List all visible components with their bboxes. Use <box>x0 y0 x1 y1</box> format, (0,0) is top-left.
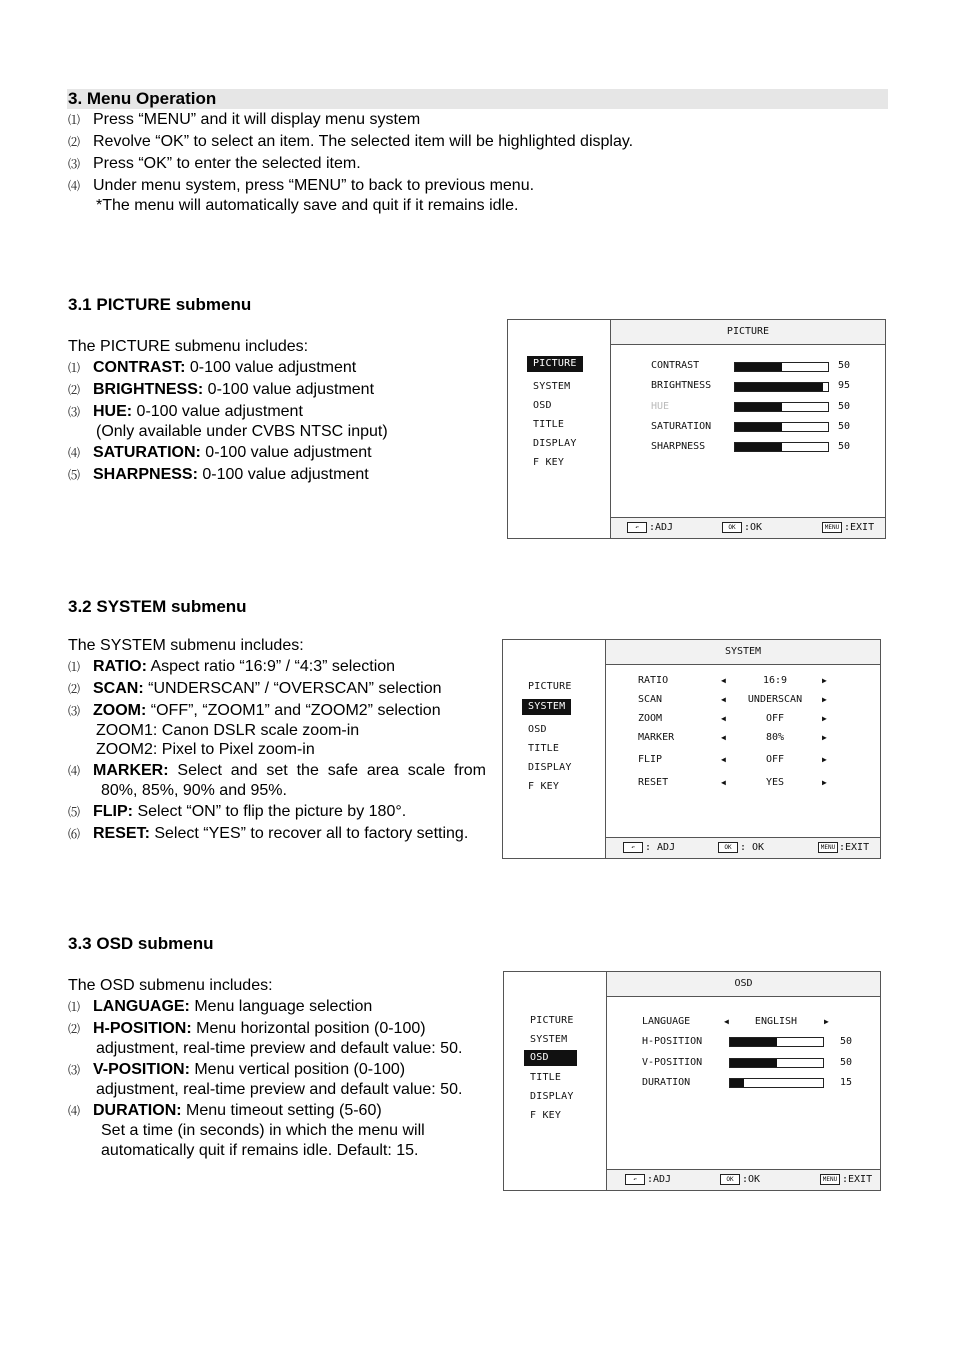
menu-footer <box>611 517 885 538</box>
row-value: 95 <box>838 380 851 391</box>
item-desc: Menu language selection <box>189 998 373 1015</box>
system-menu-screenshot <box>502 639 881 859</box>
item-number: ⑶ <box>68 405 81 419</box>
item-desc: Aspect ratio “16:9” / “4:3” selection <box>146 658 396 675</box>
item-term: BRIGHTNESS: <box>93 381 204 398</box>
row-label: HUE <box>651 401 670 412</box>
hue-bar <box>734 402 829 412</box>
left-arrow-icon: ◀ <box>724 1017 729 1026</box>
ok-key-icon: OK <box>718 842 738 853</box>
row-value: UNDERSCAN <box>747 694 803 705</box>
item-number: ⑴ <box>68 660 81 674</box>
row-value: 50 <box>838 360 851 371</box>
item-number: ⑵ <box>68 1022 81 1036</box>
left-arrow-icon: ◀ <box>721 676 726 685</box>
osd-intro: The OSD submenu includes: <box>68 977 273 994</box>
system-heading: 3.2 SYSTEM submenu <box>68 597 247 616</box>
row-label: MARKER <box>638 732 675 743</box>
item-number: ⑸ <box>68 805 81 819</box>
step-number: ⑴ <box>68 113 81 127</box>
language-item <box>93 997 372 1017</box>
menu-nav-panel <box>503 640 606 858</box>
contrast-item <box>93 358 356 378</box>
left-arrow-icon: ◀ <box>721 733 726 742</box>
menu-title: OSD <box>607 972 880 997</box>
reset-item <box>93 824 468 844</box>
item-term: H-POSITION: <box>93 1020 192 1037</box>
right-arrow-icon: ▶ <box>822 714 827 723</box>
menu-title: SYSTEM <box>606 640 880 665</box>
row-label: LANGUAGE <box>642 1016 691 1027</box>
nav-item-title: TITLE <box>533 419 565 430</box>
flip-item <box>93 802 406 822</box>
row-label: CONTRAST <box>651 360 700 371</box>
item-term: HUE: <box>93 403 133 420</box>
item-desc: 0-100 value adjustment <box>200 444 372 461</box>
nav-item-system: SYSTEM <box>522 699 571 715</box>
nav-item-display: DISPLAY <box>530 1091 574 1102</box>
duration-bar <box>729 1078 824 1088</box>
item-desc: 0-100 value adjustment <box>203 381 375 398</box>
row-label: ZOOM <box>638 713 663 724</box>
left-arrow-icon: ◀ <box>721 695 726 704</box>
hposition-bar <box>729 1037 824 1047</box>
zoom1-note: ZOOM1: Canon DSLR scale zoom-in <box>96 722 360 739</box>
footer-ok: :OK <box>744 522 763 533</box>
menu-nav-panel <box>508 320 611 538</box>
row-label: SCAN <box>638 694 663 705</box>
item-number: ⑷ <box>68 1104 81 1118</box>
item-desc: 0-100 value adjustment <box>197 466 369 483</box>
item-desc: Select “ON” to flip the picture by 180°. <box>133 803 407 820</box>
item-number: ⑶ <box>68 1063 81 1077</box>
duration-item <box>93 1101 382 1121</box>
step-number: ⑵ <box>68 135 81 149</box>
right-arrow-icon: ▶ <box>822 695 827 704</box>
menu-key-icon: MENU <box>818 842 838 853</box>
nav-item-picture: PICTURE <box>530 1015 574 1026</box>
right-arrow-icon: ▶ <box>822 778 827 787</box>
right-arrow-icon: ▶ <box>822 755 827 764</box>
nav-item-title: TITLE <box>528 743 560 754</box>
row-label: V-POSITION <box>642 1057 703 1068</box>
footer-adj: : ADJ <box>645 842 676 853</box>
row-value: 80% <box>765 732 785 743</box>
section-heading: 3. Menu Operation <box>67 89 888 109</box>
brightness-item <box>93 380 374 400</box>
row-label: FLIP <box>638 754 663 765</box>
item-number: ⑴ <box>68 361 81 375</box>
brightness-bar <box>734 382 829 392</box>
footer-adj: :ADJ <box>647 1174 672 1185</box>
row-value: 50 <box>840 1057 853 1068</box>
item-number: ⑸ <box>68 468 81 482</box>
nav-item-display: DISPLAY <box>528 762 572 773</box>
left-arrow-icon: ◀ <box>721 778 726 787</box>
row-label: RATIO <box>638 675 669 686</box>
row-label: BRIGHTNESS <box>651 380 712 391</box>
step-text: Revolve “OK” to select an item. The selected item will be highlighted display. <box>93 133 634 150</box>
nav-item-fkey: F KEY <box>528 781 560 792</box>
step-text: Press “OK” to enter the selected item. <box>93 155 361 172</box>
picture-menu-screenshot <box>507 319 886 539</box>
nav-item-display: DISPLAY <box>533 438 577 449</box>
nav-item-fkey: F KEY <box>533 457 565 468</box>
step-text: Press “MENU” and it will display menu system <box>93 111 421 128</box>
item-term: SCAN: <box>93 680 144 697</box>
row-value: OFF <box>765 713 785 724</box>
item-term: RESET: <box>93 825 150 842</box>
nav-item-picture: PICTURE <box>528 681 572 692</box>
row-value: 50 <box>838 421 851 432</box>
item-term: MARKER: <box>93 762 169 779</box>
vposition-bar <box>729 1058 824 1068</box>
footer-exit: :EXIT <box>839 842 870 853</box>
item-desc: 0-100 value adjustment <box>132 403 303 420</box>
item-term: CONTRAST: <box>93 359 186 376</box>
nav-item-picture: PICTURE <box>527 356 583 372</box>
item-number: ⑴ <box>68 1000 81 1014</box>
scan-item <box>93 679 442 699</box>
vposition-item <box>93 1060 405 1080</box>
nav-item-osd: OSD <box>528 724 547 735</box>
row-value: 50 <box>838 441 851 452</box>
footer-exit: :EXIT <box>842 1174 873 1185</box>
row-value: ENGLISH <box>754 1016 798 1027</box>
item-number: ⑵ <box>68 682 81 696</box>
menu-footer <box>606 837 880 858</box>
row-value: 50 <box>840 1036 853 1047</box>
row-label: SATURATION <box>651 421 712 432</box>
row-label: DURATION <box>642 1077 691 1088</box>
nav-item-system: SYSTEM <box>530 1034 568 1045</box>
item-desc: Select “YES” to recover all to factory setting. <box>149 825 469 842</box>
row-value: YES <box>765 777 785 788</box>
footer-ok: :OK <box>742 1174 761 1185</box>
zoom2-note: ZOOM2: Pixel to Pixel zoom-in <box>96 741 315 758</box>
nav-item-osd: OSD <box>524 1050 577 1066</box>
row-value: OFF <box>765 754 785 765</box>
item-term: RATIO: <box>93 658 147 675</box>
sharpness-item <box>93 465 369 485</box>
item-desc: “OFF”, “ZOOM1” and “ZOOM2” selection <box>146 702 441 719</box>
osd-menu-screenshot <box>503 971 881 1191</box>
ok-key-icon: OK <box>720 1174 740 1185</box>
picture-heading: 3.1 PICTURE submenu <box>68 295 252 314</box>
menu-footer <box>607 1169 880 1190</box>
item-number: ⑷ <box>68 764 81 778</box>
system-intro: The SYSTEM submenu includes: <box>68 637 304 654</box>
item-term: V-POSITION: <box>93 1061 190 1078</box>
auto-save-note: *The menu will automatically save and quit if it remains idle. <box>96 197 519 214</box>
item-desc: Select and set the safe area scale from <box>168 762 486 779</box>
picture-intro: The PICTURE submenu includes: <box>68 338 309 355</box>
item-desc: “UNDERSCAN” / “OVERSCAN” selection <box>143 680 442 697</box>
hue-item <box>93 402 303 422</box>
hposition-cont: adjustment, real-time preview and default value: 50. <box>96 1040 463 1057</box>
item-desc: Menu horizontal position (0-100) <box>191 1020 426 1037</box>
row-value: 16:9 <box>762 675 788 686</box>
ratio-item <box>93 657 395 677</box>
hue-note: (Only available under CVBS NTSC input) <box>96 423 388 440</box>
contrast-bar <box>734 362 829 372</box>
saturation-bar <box>734 422 829 432</box>
menu-key-icon: MENU <box>822 522 842 533</box>
sharpness-bar <box>734 442 829 452</box>
marker-cont: 80%, 85%, 90% and 95%. <box>101 782 287 799</box>
item-term: SHARPNESS: <box>93 466 198 483</box>
vposition-cont: adjustment, real-time preview and default value: 50. <box>96 1081 463 1098</box>
footer-exit: :EXIT <box>844 522 875 533</box>
item-term: FLIP: <box>93 803 133 820</box>
item-desc: Menu vertical position (0-100) <box>189 1061 406 1078</box>
row-value: 15 <box>840 1077 853 1088</box>
ok-key-icon: OK <box>722 522 742 533</box>
hposition-item <box>93 1019 426 1039</box>
left-arrow-icon: ◀ <box>721 714 726 723</box>
row-label: SHARPNESS <box>651 441 706 452</box>
nav-item-title: TITLE <box>530 1072 562 1083</box>
step-number: ⑶ <box>68 157 81 171</box>
item-number: ⑷ <box>68 446 81 460</box>
nav-item-system: SYSTEM <box>533 381 571 392</box>
menu-key-icon: MENU <box>820 1174 840 1185</box>
marker-item <box>93 761 486 781</box>
item-number: ⑵ <box>68 383 81 397</box>
duration-cont-1: Set a time (in seconds) in which the menu will <box>101 1122 425 1139</box>
step-number: ⑷ <box>68 179 81 193</box>
footer-ok: : OK <box>740 842 765 853</box>
row-value: 50 <box>838 401 851 412</box>
saturation-item <box>93 443 372 463</box>
menu-title: PICTURE <box>611 320 885 345</box>
item-desc: Menu timeout setting (5-60) <box>181 1102 382 1119</box>
item-term: DURATION: <box>93 1102 182 1119</box>
menu-nav-panel <box>504 972 607 1190</box>
rotate-knob-icon: ↶ <box>627 522 647 533</box>
row-label: RESET <box>638 777 669 788</box>
item-number: ⑹ <box>68 827 81 841</box>
right-arrow-icon: ▶ <box>824 1017 829 1026</box>
duration-cont-2: automatically quit if remains idle. Default: 15. <box>101 1142 419 1159</box>
item-term: SATURATION: <box>93 444 201 461</box>
zoom-item <box>93 701 441 721</box>
item-desc: 0-100 value adjustment <box>185 359 357 376</box>
rotate-knob-icon: ↶ <box>625 1174 645 1185</box>
nav-item-fkey: F KEY <box>530 1110 562 1121</box>
right-arrow-icon: ▶ <box>822 733 827 742</box>
row-label: H-POSITION <box>642 1036 703 1047</box>
right-arrow-icon: ▶ <box>822 676 827 685</box>
osd-heading: 3.3 OSD submenu <box>68 934 214 953</box>
item-term: LANGUAGE: <box>93 998 190 1015</box>
item-number: ⑶ <box>68 704 81 718</box>
rotate-knob-icon: ↶ <box>623 842 643 853</box>
left-arrow-icon: ◀ <box>721 755 726 764</box>
step-text: Under menu system, press “MENU” to back to previous menu. <box>93 177 535 194</box>
item-term: ZOOM: <box>93 702 147 719</box>
footer-adj: :ADJ <box>649 522 674 533</box>
nav-item-osd: OSD <box>533 400 552 411</box>
